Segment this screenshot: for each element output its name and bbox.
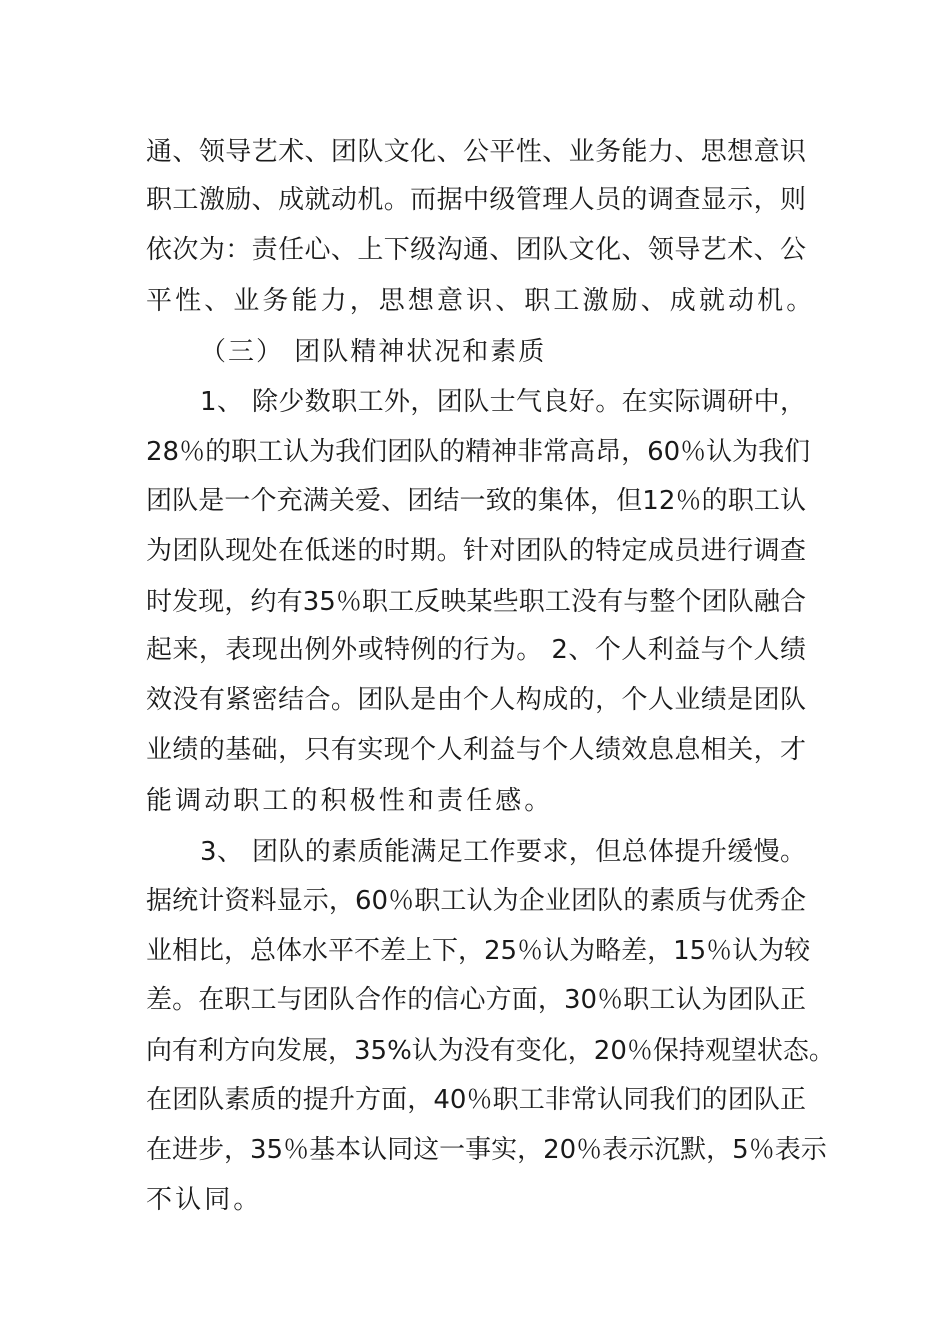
text-line: 在进步，35％基本认同这一事实，20％表示沉默，5％表示 <box>146 1135 827 1165</box>
text-line: 起来，表现出例外或特例的行为。 2、个人利益与个人绩 <box>146 635 806 665</box>
text-line: 时发现，约有35％职工反映某些职工没有与整个团队融合 <box>146 587 806 617</box>
text-line: 效没有紧密结合。团队是由个人构成的，个人业绩是团队 <box>146 685 806 715</box>
section-heading: （三） 团队精神状况和素质 <box>200 337 547 367</box>
text-line: 为团队现处在低迷的时期。针对团队的特定成员进行调查 <box>146 536 806 566</box>
text-line: 团队是一个充满关爱、团结一致的集体，但12％的职工认 <box>146 486 806 516</box>
text-line: 能调动职工的积极性和责任感。 <box>146 786 554 816</box>
text-line: 通、领导艺术、团队文化、公平性、业务能力、思想意识 <box>146 137 806 167</box>
text-line: 职工激励、成就动机。而据中级管理人员的调查显示，则 <box>146 185 806 215</box>
text-line: 业绩的基础，只有实现个人利益与个人绩效息息相关，才 <box>146 735 806 765</box>
text-line: 平性、业务能力，思想意识、职工激励、成就动机。 <box>146 286 816 316</box>
text-line: 在团队素质的提升方面，40％职工非常认同我们的团队正 <box>146 1085 806 1115</box>
text-line: 28％的职工认为我们团队的精神非常高昂，60％认为我们 <box>146 437 811 467</box>
text-line: 不认同。 <box>146 1185 263 1215</box>
text-line: 1、 除少数职工外，团队士气良好。在实际调研中， <box>200 387 806 417</box>
text-line: 业相比，总体水平不差上下，25％认为略差，15％认为较 <box>146 936 811 966</box>
text-line: 3、 团队的素质能满足工作要求，但总体提升缓慢。 <box>200 837 806 867</box>
text-line: 据统计资料显示，60％职工认为企业团队的素质与优秀企 <box>146 886 806 916</box>
text-line: 依次为：责任心、上下级沟通、团队文化、领导艺术、公 <box>146 235 806 265</box>
text-line: 差。在职工与团队合作的信心方面，30％职工认为团队正 <box>146 985 806 1015</box>
text-line: 向有利方向发展，35%认为没有变化，20％保持观望状态。 <box>146 1036 835 1066</box>
